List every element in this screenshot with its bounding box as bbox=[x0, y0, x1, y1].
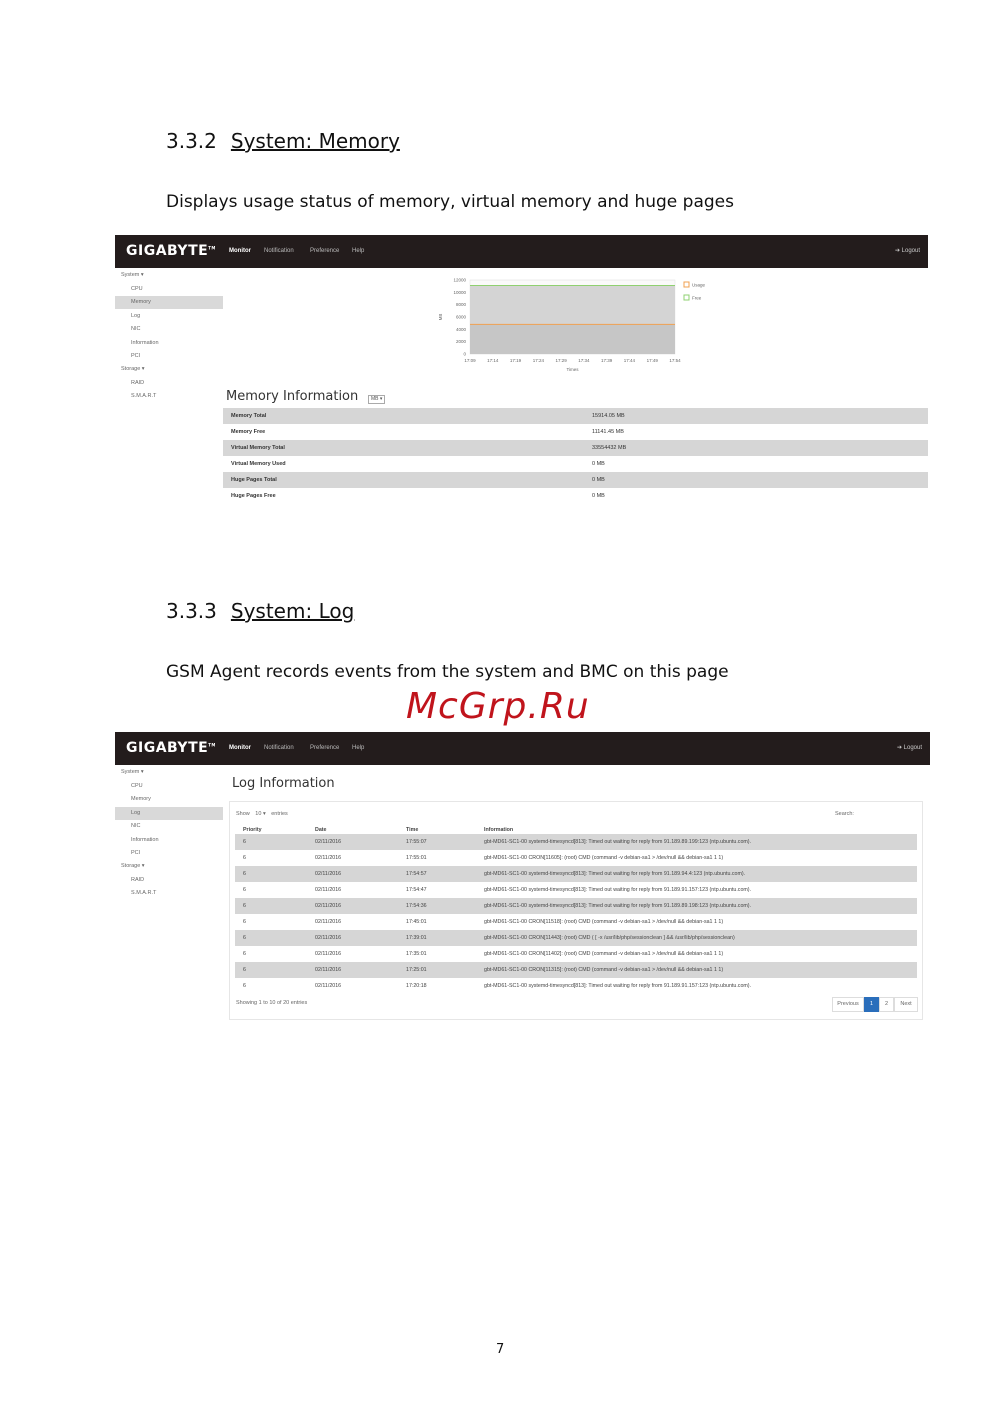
x-tick-label: 17:19 bbox=[509, 358, 522, 363]
table-row bbox=[235, 962, 917, 978]
section-description: GSM Agent records events from the system and BMC on this page bbox=[166, 662, 729, 682]
gigabyte-logo: GIGABYTE™ bbox=[126, 243, 216, 259]
sidebar-item-raid[interactable]: RAID bbox=[131, 380, 145, 386]
x-tick-label: 17:39 bbox=[601, 358, 613, 363]
previous-button[interactable]: Previous bbox=[832, 997, 864, 1012]
chevron-down-icon: ▾ bbox=[262, 811, 266, 817]
show-entries-control: Show 10 ▾ entries bbox=[236, 811, 288, 817]
log-cell: 17:20:18 bbox=[406, 983, 427, 989]
sidebar-item-log[interactable]: Log bbox=[131, 313, 141, 319]
log-cell: 02/11/2016 bbox=[307, 898, 398, 914]
table-row bbox=[235, 978, 917, 994]
y-tick-label: 0 bbox=[463, 351, 466, 357]
log-cell: gbt-MD61-SC1-00 CRON[11518]: (root) CMD (command -v debian-sa1 > /dev/null && debian-sa1 1 1) bbox=[484, 919, 724, 925]
memory-key: Virtual Memory Used bbox=[231, 461, 286, 467]
next-button[interactable]: Next bbox=[894, 997, 918, 1012]
memory-row bbox=[223, 488, 928, 504]
legend-label: Usage bbox=[692, 282, 706, 288]
x-tick-label: 17:54 bbox=[669, 358, 681, 363]
nav-notification[interactable]: Notification bbox=[264, 248, 294, 254]
memory-usage-chart bbox=[435, 273, 715, 383]
memory-value: 0 MB bbox=[584, 472, 928, 488]
log-cell: 6 bbox=[243, 855, 246, 861]
top-navbar bbox=[115, 235, 928, 268]
logout-icon: ➔ bbox=[896, 745, 904, 751]
sidebar-item-cpu[interactable]: CPU bbox=[131, 286, 143, 292]
log-cell: 02/11/2016 bbox=[307, 866, 398, 882]
sidebar-system[interactable]: System ▾ bbox=[121, 272, 144, 278]
section-title: System: Log bbox=[230, 599, 355, 623]
log-cell: gbt-MD61-SC1-00 systemd-timesyncd[813]: Timed out waiting for reply from 91.189.91.157:123 (ntp.ubuntu.com). bbox=[484, 887, 752, 893]
x-axis-label: Times bbox=[566, 367, 579, 372]
memory-value: 11141.45 MB bbox=[592, 429, 624, 435]
x-tick-label: 17:49 bbox=[646, 358, 658, 363]
sidebar-item-nic[interactable]: NIC bbox=[131, 326, 141, 332]
nav-help[interactable]: Help bbox=[352, 745, 365, 751]
log-header-row bbox=[235, 825, 917, 834]
pagination bbox=[832, 997, 916, 1012]
x-tick-label: 17:14 bbox=[487, 358, 499, 363]
memory-value: 15914.05 MB bbox=[584, 408, 928, 424]
log-cell: 6 bbox=[243, 951, 246, 957]
log-cell: gbt-MD61-SC1-00 CRON[11402]: (root) CMD (command -v debian-sa1 > /dev/null && debian-sa1 1 1) bbox=[484, 951, 724, 957]
log-cell: gbt-MD61-SC1-00 CRON[11315]: (root) CMD (command -v debian-sa1 > /dev/null && debian-sa1 1 1) bbox=[476, 962, 917, 978]
logout-button[interactable]: ➔ Logout bbox=[894, 248, 920, 254]
sidebar-item-memory[interactable]: Memory bbox=[131, 299, 151, 305]
y-tick-label: 12000 bbox=[453, 277, 466, 283]
log-cell: 17:54:47 bbox=[406, 887, 427, 893]
y-tick-label: 10000 bbox=[453, 289, 466, 295]
x-tick-label: 17:29 bbox=[555, 358, 567, 363]
log-cell: gbt-MD61-SC1-00 CRON[11605]: (root) CMD (command -v debian-sa1 > /dev/null && debian-sa1 1 1) bbox=[484, 855, 724, 861]
log-cell: 02/11/2016 bbox=[315, 951, 342, 957]
sidebar-item-information[interactable]: Information bbox=[131, 837, 159, 843]
section-description: Displays usage status of memory, virtual memory and huge pages bbox=[166, 192, 734, 212]
log-cell: gbt-MD61-SC1-00 systemd-timesyncd[813]: Timed out waiting for reply from 91.189.89.199:123 (ntp.ubuntu.com). bbox=[476, 834, 917, 850]
nav-help[interactable]: Help bbox=[352, 248, 365, 254]
y-tick-label: 4000 bbox=[455, 326, 466, 332]
log-cell: 02/11/2016 bbox=[307, 930, 398, 946]
log-screenshot bbox=[115, 732, 930, 1027]
legend-swatch bbox=[684, 295, 689, 300]
section-number: 3.3.3 bbox=[166, 599, 217, 623]
sidebar-item-memory[interactable]: Memory bbox=[131, 796, 151, 802]
log-cell: 02/11/2016 bbox=[315, 983, 342, 989]
log-cell: 6 bbox=[243, 919, 246, 925]
chevron-down-icon: ▾ bbox=[379, 396, 383, 402]
page-number: 7 bbox=[496, 1342, 505, 1357]
usage-area bbox=[470, 324, 675, 354]
logout-icon: ➔ bbox=[894, 248, 902, 254]
log-cell: 02/11/2016 bbox=[315, 855, 342, 861]
sidebar-item-log[interactable]: Log bbox=[131, 810, 141, 816]
x-tick-label: 17:34 bbox=[578, 358, 590, 363]
memory-value: 33554432 MB bbox=[584, 440, 928, 456]
log-cell: 02/11/2016 bbox=[315, 887, 342, 893]
log-cell: 17:25:01 bbox=[398, 962, 476, 978]
sidebar-storage[interactable]: Storage ▾ bbox=[121, 366, 145, 372]
log-column-header[interactable]: Date bbox=[315, 826, 327, 833]
log-column-header[interactable]: Information bbox=[484, 826, 514, 833]
memory-key: Huge Pages Total bbox=[223, 472, 584, 488]
memory-key: Memory Total bbox=[223, 408, 584, 424]
log-cell: gbt-MD61-SC1-00 systemd-timesyncd[813]: Timed out waiting for reply from 91.189.91.157:123 (ntp.ubuntu.com). bbox=[484, 983, 752, 989]
chevron-down-icon: ▾ bbox=[140, 769, 144, 775]
nav-monitor[interactable]: Monitor bbox=[229, 248, 251, 254]
x-tick-label: 17:44 bbox=[623, 358, 636, 363]
log-cell: 6 bbox=[235, 930, 307, 946]
gigabyte-logo: GIGABYTE™ bbox=[126, 740, 216, 756]
page-size-select[interactable]: 10 ▾ bbox=[255, 811, 266, 817]
logout-button[interactable]: ➔ Logout bbox=[896, 745, 922, 751]
watermark: McGrp.Ru bbox=[406, 686, 590, 727]
page-2-button[interactable]: 2 bbox=[879, 997, 894, 1012]
log-cell: 02/11/2016 bbox=[307, 834, 398, 850]
log-cell: 6 bbox=[243, 983, 246, 989]
section-heading-log bbox=[166, 599, 354, 623]
log-cell: 6 bbox=[243, 887, 246, 893]
sidebar-item-smart[interactable]: S.M.A.R.T bbox=[131, 393, 157, 399]
x-tick-label: 17:09 bbox=[464, 358, 476, 363]
y-tick-label: 2000 bbox=[455, 339, 466, 345]
table-row bbox=[235, 866, 917, 882]
log-cell: 6 bbox=[235, 866, 307, 882]
memory-value: 0 MB bbox=[592, 493, 605, 499]
log-info-title: Log Information bbox=[232, 776, 335, 791]
log-cell: 17:54:57 bbox=[398, 866, 476, 882]
memory-row bbox=[223, 408, 928, 424]
unit-select[interactable]: MB ▾ bbox=[368, 395, 385, 404]
y-tick-label: 6000 bbox=[455, 314, 466, 320]
table-row bbox=[235, 834, 917, 850]
sidebar-item-smart[interactable]: S.M.A.R.T bbox=[131, 890, 157, 896]
memory-row bbox=[223, 456, 928, 472]
search-label: Search: bbox=[835, 811, 854, 817]
sidebar-storage[interactable]: Storage ▾ bbox=[121, 863, 145, 869]
chevron-down-icon: ▾ bbox=[141, 366, 145, 372]
table-row bbox=[235, 898, 917, 914]
log-cell: 02/11/2016 bbox=[307, 962, 398, 978]
section-title: System: Memory bbox=[230, 129, 400, 153]
sidebar-item-pci[interactable]: PCI bbox=[131, 850, 141, 856]
page-1-button[interactable]: 1 bbox=[864, 997, 879, 1012]
nav-monitor[interactable]: Monitor bbox=[229, 745, 251, 751]
x-tick-label: 17:24 bbox=[532, 358, 544, 363]
log-cell: gbt-MD61-SC1-00 systemd-timesyncd[813]: Timed out waiting for reply from 91.189.89.198:123 (ntp.ubuntu.com). bbox=[476, 898, 917, 914]
memory-info-table bbox=[223, 408, 928, 504]
sidebar-item-nic[interactable]: NIC bbox=[131, 823, 141, 829]
table-row bbox=[235, 850, 917, 866]
memory-key: Virtual Memory Total bbox=[223, 440, 584, 456]
sidebar-item-pci[interactable]: PCI bbox=[131, 353, 141, 359]
memory-row bbox=[223, 440, 928, 456]
log-cell: 17:39:01 bbox=[398, 930, 476, 946]
log-cell: 17:55:01 bbox=[406, 855, 427, 861]
section-heading-memory bbox=[166, 129, 400, 153]
y-tick-label: 8000 bbox=[455, 302, 466, 308]
log-cell: gbt-MD61-SC1-00 CRON[11443]: (root) CMD ( [ -x /usr/lib/php/sessionclean ] && /usr/lib/php/sessionclean) bbox=[476, 930, 917, 946]
sidebar-item-raid[interactable]: RAID bbox=[131, 877, 145, 883]
log-column-header[interactable]: Priority bbox=[243, 826, 262, 833]
table-row bbox=[235, 882, 917, 898]
chevron-down-icon: ▾ bbox=[140, 272, 144, 278]
nav-notification[interactable]: Notification bbox=[264, 745, 294, 751]
top-navbar bbox=[115, 732, 930, 765]
log-column-header[interactable]: Time bbox=[406, 826, 419, 833]
log-cell: 6 bbox=[235, 962, 307, 978]
nav-preference[interactable]: Preference bbox=[310, 248, 340, 254]
log-table bbox=[235, 825, 917, 994]
legend-label: Free bbox=[692, 295, 702, 301]
log-cell: gbt-MD61-SC1-00 systemd-timesyncd[813]: Timed out waiting for reply from 91.189.94.4:123 (ntp.ubuntu.com). bbox=[476, 866, 917, 882]
section-number: 3.3.2 bbox=[166, 129, 217, 153]
memory-key: Huge Pages Free bbox=[231, 493, 276, 499]
log-cell: 17:45:01 bbox=[406, 919, 427, 925]
table-row bbox=[235, 914, 917, 930]
log-cell: 17:54:36 bbox=[398, 898, 476, 914]
memory-screenshot bbox=[115, 235, 928, 510]
nav-preference[interactable]: Preference bbox=[310, 745, 340, 751]
log-cell: 17:55:07 bbox=[398, 834, 476, 850]
sidebar-item-cpu[interactable]: CPU bbox=[131, 783, 143, 789]
memory-info-title: Memory Information bbox=[226, 389, 359, 404]
chevron-down-icon: ▾ bbox=[141, 863, 145, 869]
memory-key: Memory Free bbox=[231, 429, 266, 435]
memory-row bbox=[223, 424, 928, 440]
y-axis-label: MB bbox=[438, 313, 443, 321]
memory-value: 0 MB bbox=[592, 461, 605, 467]
entries-info: Showing 1 to 10 of 20 entries bbox=[236, 1000, 308, 1006]
log-cell: 17:35:01 bbox=[406, 951, 427, 957]
sidebar-system[interactable]: System ▾ bbox=[121, 769, 144, 775]
memory-row bbox=[223, 472, 928, 488]
table-row bbox=[235, 946, 917, 962]
log-cell: 6 bbox=[235, 898, 307, 914]
table-row bbox=[235, 930, 917, 946]
log-cell: 02/11/2016 bbox=[315, 919, 342, 925]
legend-swatch bbox=[684, 282, 689, 287]
log-cell: 6 bbox=[235, 834, 307, 850]
sidebar-item-information[interactable]: Information bbox=[131, 340, 159, 346]
search-input[interactable] bbox=[873, 807, 913, 817]
